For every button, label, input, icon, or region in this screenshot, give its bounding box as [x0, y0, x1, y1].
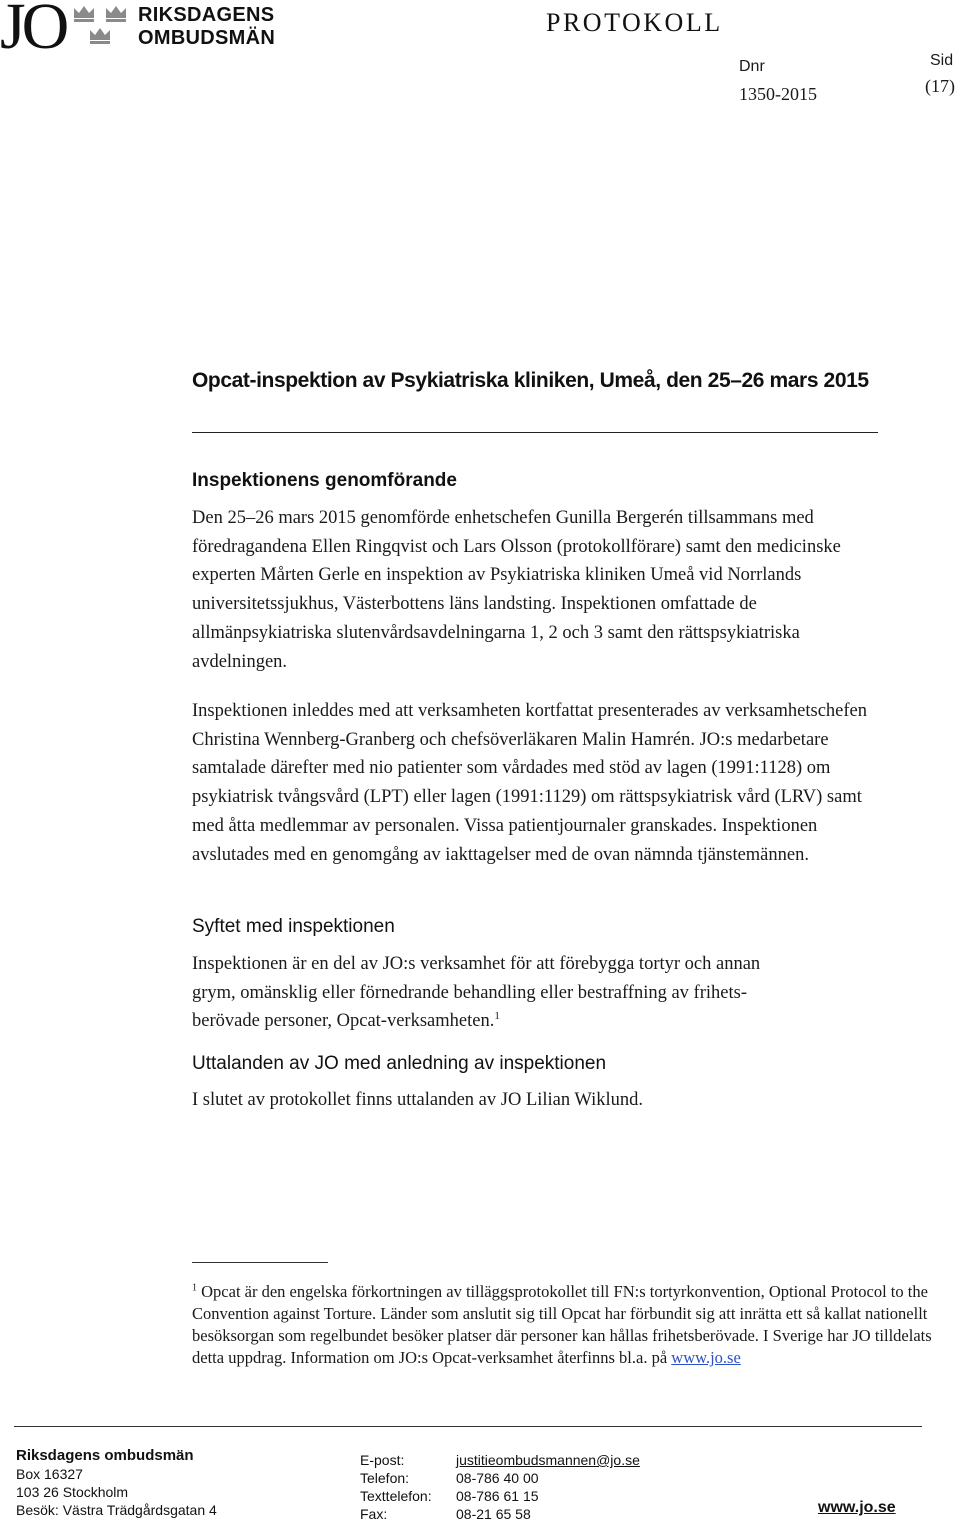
document-title: Opcat-inspektion av Psykiatriska kliniken, Umeå, den 25–26 mars 2015 — [192, 369, 869, 392]
footer-address — [16, 1447, 217, 1519]
dnr-label: Dnr — [739, 58, 765, 75]
section-heading-genomforande: Inspektionens genomförande — [192, 470, 457, 491]
footnote-divider — [192, 1262, 328, 1263]
footnote — [192, 1281, 952, 1369]
footer-box: Box 16327 — [16, 1466, 83, 1482]
contact-textphone: 08-786 61 15 — [456, 1488, 539, 1504]
dnr-value: 1350-2015 — [739, 84, 817, 104]
footnote-reference[interactable]: 1 — [494, 1010, 500, 1023]
footer-divider — [14, 1426, 922, 1427]
crowns-icon — [70, 2, 134, 48]
footnote-number: 1 — [192, 1282, 197, 1294]
section-heading-uttalanden: Uttalanden av JO med anledning av inspektionen — [192, 1053, 607, 1074]
contact-fax: 08-21 65 58 — [456, 1506, 531, 1522]
contact-label-textphone: Texttelefon: — [360, 1488, 432, 1504]
paragraph-syftet — [192, 950, 892, 1036]
jo-logo-mark: JO — [0, 0, 66, 63]
document-type: PROTOKOLL — [546, 8, 723, 37]
footer-website-link[interactable]: www.jo.se — [818, 1499, 896, 1516]
page-count: (17) — [925, 76, 955, 96]
footer-visit: Besök: Västra Trädgårdsgatan 4 — [16, 1502, 217, 1518]
footer-city: 103 26 Stockholm — [16, 1484, 129, 1500]
footer-contact-values — [456, 1451, 640, 1523]
paragraph-line: grym, omänsklig eller förnedrande behandling eller bestraffning av frihets- — [192, 982, 747, 1003]
footer-org-name: Riksdagens ombudsmän — [16, 1447, 194, 1464]
logo-line-2: OMBUDSMÄN — [138, 27, 276, 49]
page-label: Sid — [930, 52, 954, 69]
logo-line-1: RIKSDAGENS — [138, 4, 275, 26]
contact-label-fax: Fax: — [360, 1506, 388, 1522]
paragraph-line: berövade personer, Opcat-verksamheten. — [192, 1011, 495, 1032]
paragraph-line: Inspektionen är en del av JO:s verksamhet för att förebygga tortyr och annan — [192, 954, 761, 974]
contact-email-link[interactable]: justitieombudsmannen@jo.se — [456, 1452, 640, 1468]
footer-contact-labels — [360, 1451, 432, 1523]
title-divider — [192, 432, 878, 433]
paragraph: Inspektionen inleddes med att verksamheten kortfattat presenterades av verksamhetschefen Christina Wennberg-Granberg och chefsöverläkaren Malin Hamrén. JO:s medarbetare samtalade därefter med nio patienter som vårdades med stöd av lagen (1991:1128) om psykiatrisk tvångsvård (LPT) eller lagen (1991:1129) om rättspsykiatrisk vård (LRV) samt med åtta medlemmar av personalen. Vissa patientjournaler granskades. Inspektionen avslutades med en genomgång av iakttagelser med de ovan nämnda tjänstemännen. — [192, 701, 867, 865]
section-heading-syftet: Syftet med inspektionen — [192, 916, 395, 937]
contact-label-email: E-post: — [360, 1452, 405, 1468]
contact-label-phone: Telefon: — [360, 1470, 410, 1486]
paragraph: Den 25–26 mars 2015 genomförde enhetschefen Gunilla Bergerén tillsammans med föredragandena Ellen Ringqvist och Lars Olsson (protokollförare) samt den medicinske experten Mårten Gerle en inspektion av Psykiatriska kliniken Umeå vid Norrlands universitetssjukhus, Västerbottens läns landsting. Inspektionen omfattade de allmänpsykiatriska slutenvårdsavdelningarna 1, 2 och 3 samt den rättspsykiatriska avdelningen. — [192, 508, 841, 672]
footnote-text: Opcat är den engelska förkortningen av tilläggsprotokollet till FN:s tortyrkonvention, Optional Protocol to the Convention against Torture. Länder som anslutit sig till Opcat har förbundit sig att inrätta ett så kallat nationellt besöksorgan som regelbundet besöker platser där personer kan hållas frihetsberövade. I Sverige har JO tilldelats detta uppdrag. Information om JO:s Opcat-verksamhet återfinns bl.a. på — [192, 1282, 932, 1367]
logo-wordmark — [138, 4, 275, 50]
paragraph: I slutet av protokollet finns uttalanden av JO Lilian Wiklund. — [192, 1090, 644, 1110]
footnote-link[interactable]: www.jo.se — [671, 1348, 741, 1367]
contact-phone: 08-786 40 00 — [456, 1470, 539, 1486]
